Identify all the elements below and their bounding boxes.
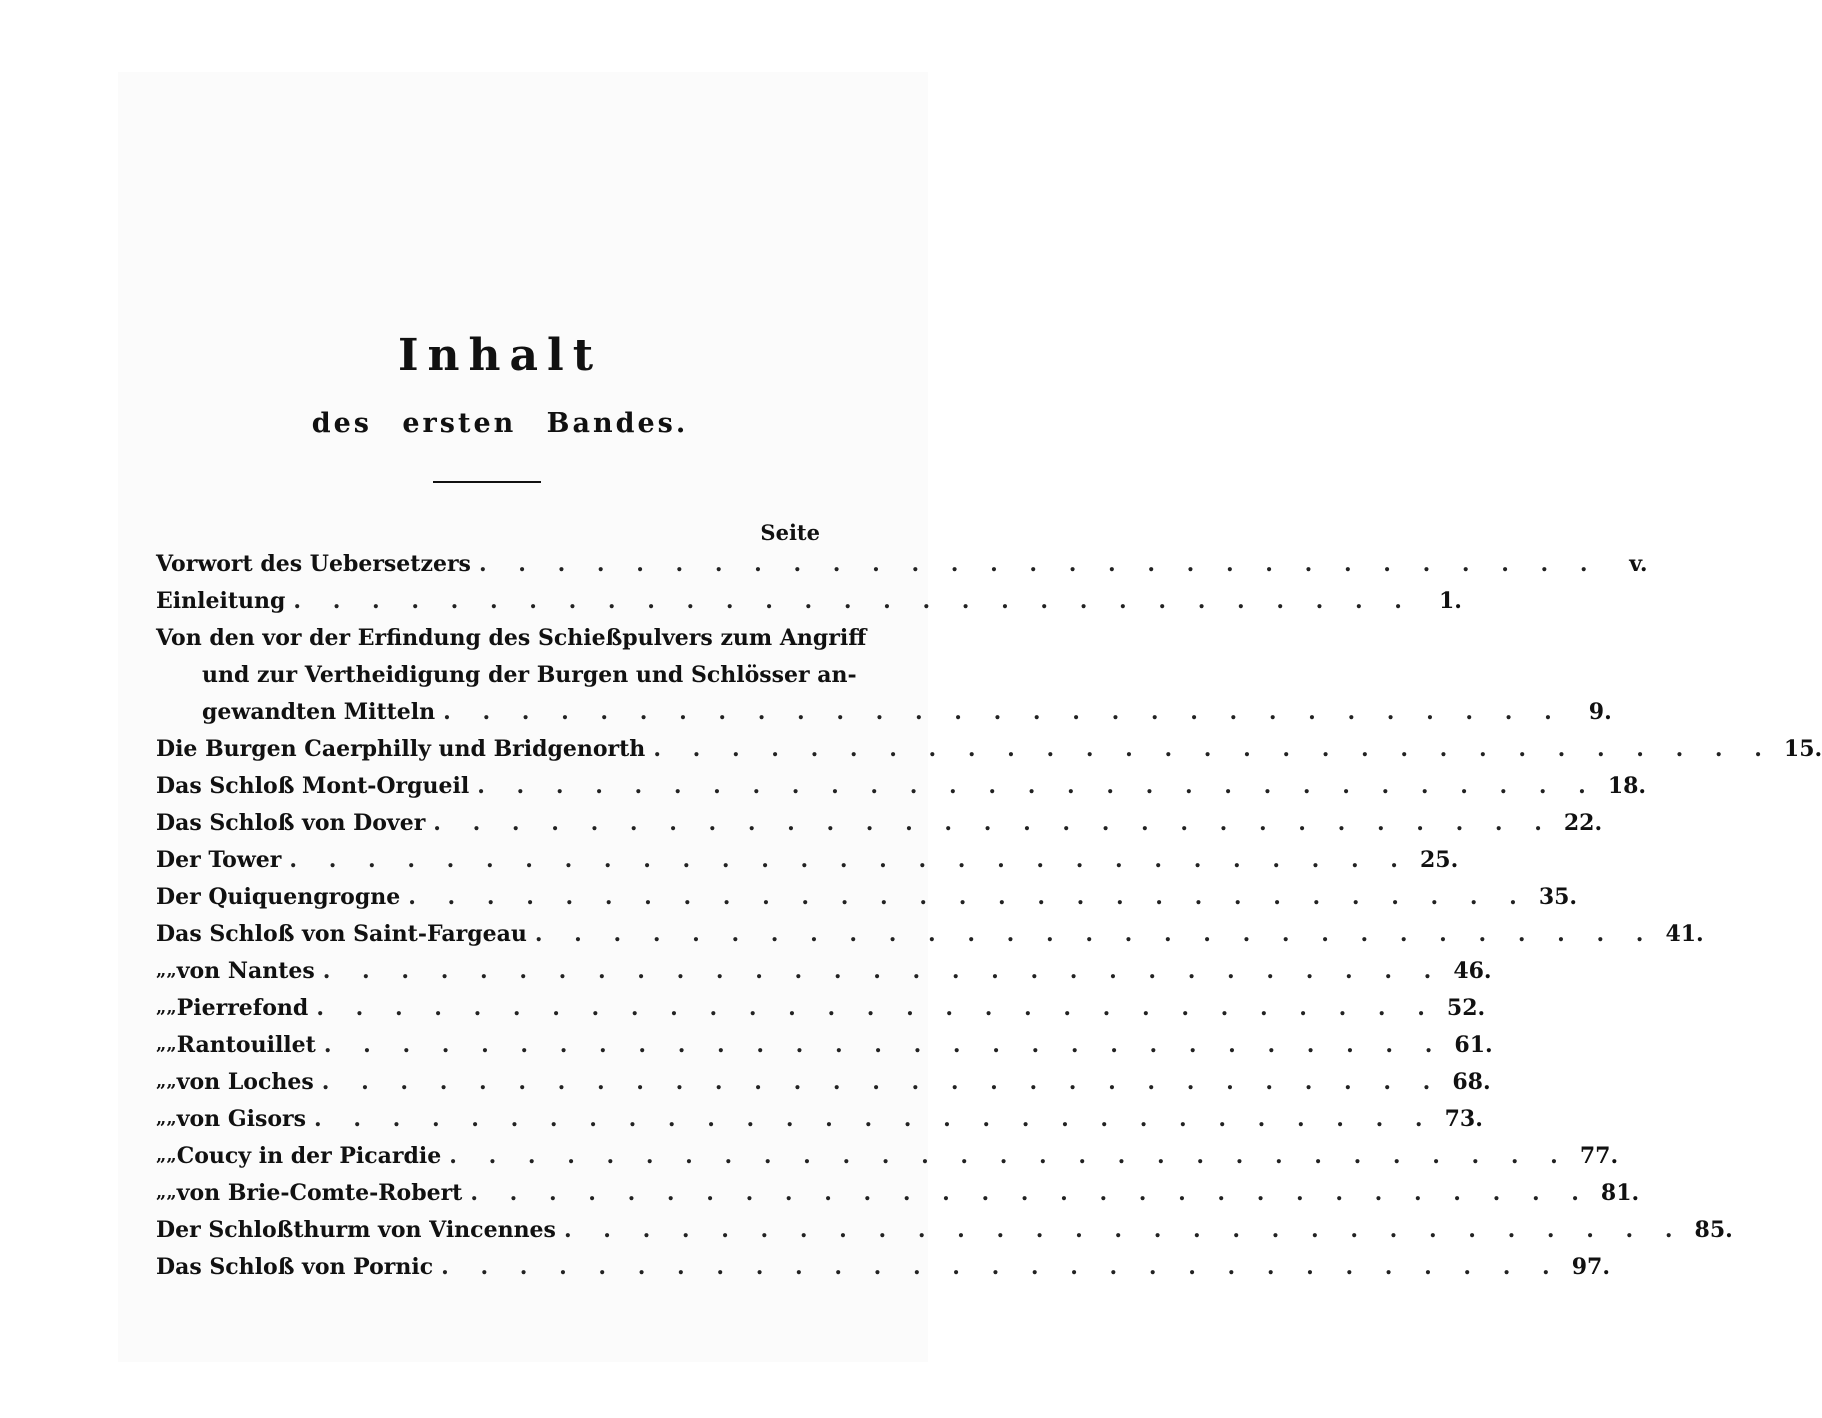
- toc-entry-page: 85.: [1694, 1216, 1733, 1243]
- toc-entry: [156, 878, 1578, 915]
- toc-entry-page: v.: [1629, 550, 1648, 577]
- toc-entry: [156, 1248, 1610, 1285]
- toc-entry-title: Vorwort des Uebersetzers: [156, 550, 471, 577]
- ditto-mark: „: [166, 997, 177, 1018]
- toc-entry-title: von Nantes: [176, 957, 315, 984]
- toc-entry-continuation: [156, 693, 1612, 730]
- toc-entry-title: von Brie-Comte-Robert: [176, 1179, 463, 1206]
- toc-entry-continuation: [156, 656, 857, 693]
- toc-subentry: [156, 952, 1492, 989]
- toc-entry-page: 15.: [1783, 735, 1822, 762]
- toc-subentry: [156, 1137, 1619, 1174]
- toc-leader: . . . . . . . . . . . . . . . . . . . . . . . . . . . . .: [321, 1068, 1443, 1095]
- toc-subentry: [156, 1174, 1640, 1211]
- toc-leader: . . . . . . . . . . . . . . . . . . . . . . . . . . . . .: [322, 957, 1444, 984]
- toc-leader: . . . . . . . . . . . . . . . . . . . . . . . . . . . . .: [293, 587, 1414, 614]
- toc-entry-title: und zur Vertheidigung der Burgen und Schlösser an-: [202, 661, 857, 688]
- toc-entry-title: Einleitung: [156, 587, 286, 614]
- toc-subentry: [156, 989, 1486, 1026]
- toc-entry-page: 1.: [1438, 587, 1462, 614]
- toc-subentry: [156, 1100, 1483, 1137]
- toc-leader: . . . . . . . . . . . . . . . . . . . . . . . . . . . . .: [443, 698, 1564, 725]
- toc-leader: . . . . . . . . . . . . . . . . . . . . . . . . . . . . .: [477, 772, 1598, 799]
- toc-entry-title: Von den vor der Erfindung des Schießpulvers zum Angriff: [156, 624, 867, 651]
- toc-entry: [156, 730, 1822, 767]
- toc-entry-title: Das Schloß von Saint-Fargeau: [156, 920, 527, 947]
- toc-entry-title: Die Burgen Caerphilly und Bridgenorth: [156, 735, 646, 762]
- toc-entry-page: 77.: [1579, 1142, 1619, 1169]
- toc-entry-page: 52.: [1446, 994, 1486, 1021]
- toc-entry: [156, 582, 1462, 619]
- ditto-mark: „: [166, 1034, 177, 1055]
- ditto-mark: „: [156, 1071, 167, 1092]
- toc-entry-title: gewandten Mitteln: [202, 698, 436, 725]
- table-of-contents: [156, 545, 1822, 1285]
- ditto-mark: „: [166, 1108, 177, 1129]
- toc-leader: . . . . . . . . . . . . . . . . . . . . . . . . . . . . .: [441, 1253, 1562, 1280]
- toc-entry-title: Der Tower: [156, 846, 282, 873]
- toc-entry: [156, 545, 1648, 582]
- page-title: Inhalt: [397, 330, 603, 381]
- toc-entry-title: Der Schloßthurm von Vincennes: [156, 1216, 556, 1243]
- toc-entry-title: Rantouillet: [176, 1031, 316, 1058]
- toc-leader: . . . . . . . . . . . . . . . . . . . . . . . . . . . . .: [653, 735, 1774, 762]
- toc-leader: . . . . . . . . . . . . . . . . . . . . . . . . . . . . .: [323, 1031, 1445, 1058]
- ditto-mark: „: [156, 997, 167, 1018]
- toc-entry-page: 22.: [1563, 809, 1603, 836]
- toc-leader: . . . . . . . . . . . . . . . . . . . . . . . . . . . . .: [408, 883, 1529, 910]
- ditto-mark: „: [156, 960, 167, 981]
- toc-entry-page: 9.: [1588, 698, 1612, 725]
- toc-entry: [156, 1211, 1733, 1248]
- toc-leader: . . . . . . . . . . . . . . . . . . . . . . . . . . . . .: [478, 550, 1600, 577]
- toc-entry-page: 68.: [1452, 1068, 1491, 1095]
- toc-entry: [156, 804, 1603, 841]
- toc-entry-page: 61.: [1454, 1031, 1493, 1058]
- ditto-mark: „: [166, 1182, 177, 1203]
- toc-entry: [156, 841, 1459, 878]
- ditto-mark: „: [156, 1182, 167, 1203]
- toc-entry-page: 73.: [1444, 1105, 1483, 1132]
- toc-entry-page: 46.: [1453, 957, 1492, 984]
- ditto-mark: „: [166, 1145, 177, 1166]
- ditto-mark: „: [156, 1034, 167, 1055]
- toc-entry-title: Das Schloß von Dover: [156, 809, 426, 836]
- title-divider: [433, 481, 541, 483]
- toc-entry-title: Das Schloß Mont-Orgueil: [156, 772, 470, 799]
- toc-entry-title: von Loches: [176, 1068, 314, 1095]
- toc-entry-page: 81.: [1600, 1179, 1640, 1206]
- toc-entry-page: 41.: [1665, 920, 1704, 947]
- toc-entry: [156, 767, 1647, 804]
- toc-entry: [156, 619, 867, 656]
- toc-leader: . . . . . . . . . . . . . . . . . . . . . . . . . . . . .: [316, 994, 1437, 1021]
- toc-entry-page: 25.: [1419, 846, 1459, 873]
- toc-entry-title: Pierrefond: [176, 994, 309, 1021]
- toc-entry-title: Der Quiquengrogne: [156, 883, 401, 910]
- toc-leader: . . . . . . . . . . . . . . . . . . . . . . . . . . . . .: [449, 1142, 1570, 1169]
- toc-leader: . . . . . . . . . . . . . . . . . . . . . . . . . . . . .: [470, 1179, 1591, 1206]
- toc-subentry: [156, 1063, 1491, 1100]
- toc-entry: [156, 915, 1704, 952]
- toc-entry-title: Coucy in der Picardie: [176, 1142, 442, 1169]
- toc-entry-page: 35.: [1538, 883, 1578, 910]
- ditto-mark: „: [166, 960, 177, 981]
- ditto-mark: „: [156, 1108, 167, 1129]
- toc-leader: . . . . . . . . . . . . . . . . . . . . . . . . . . . . .: [534, 920, 1656, 947]
- toc-leader: . . . . . . . . . . . . . . . . . . . . . . . . . . . . .: [433, 809, 1554, 836]
- toc-leader: . . . . . . . . . . . . . . . . . . . . . . . . . . . . .: [289, 846, 1410, 873]
- ditto-mark: „: [166, 1071, 177, 1092]
- toc-entry-title: Das Schloß von Pornic: [156, 1253, 434, 1280]
- toc-leader: . . . . . . . . . . . . . . . . . . . . . . . . . . . . .: [314, 1105, 1435, 1132]
- toc-subentry: [156, 1026, 1493, 1063]
- toc-entry-title: von Gisors: [176, 1105, 307, 1132]
- page-subtitle: des ersten Bandes.: [311, 408, 689, 439]
- ditto-mark: „: [156, 1145, 167, 1166]
- page-column-header: Seite: [760, 520, 820, 545]
- toc-entry-page: 18.: [1607, 772, 1647, 799]
- toc-entry-page: 97.: [1571, 1253, 1610, 1280]
- toc-leader: . . . . . . . . . . . . . . . . . . . . . . . . . . . . .: [563, 1216, 1685, 1243]
